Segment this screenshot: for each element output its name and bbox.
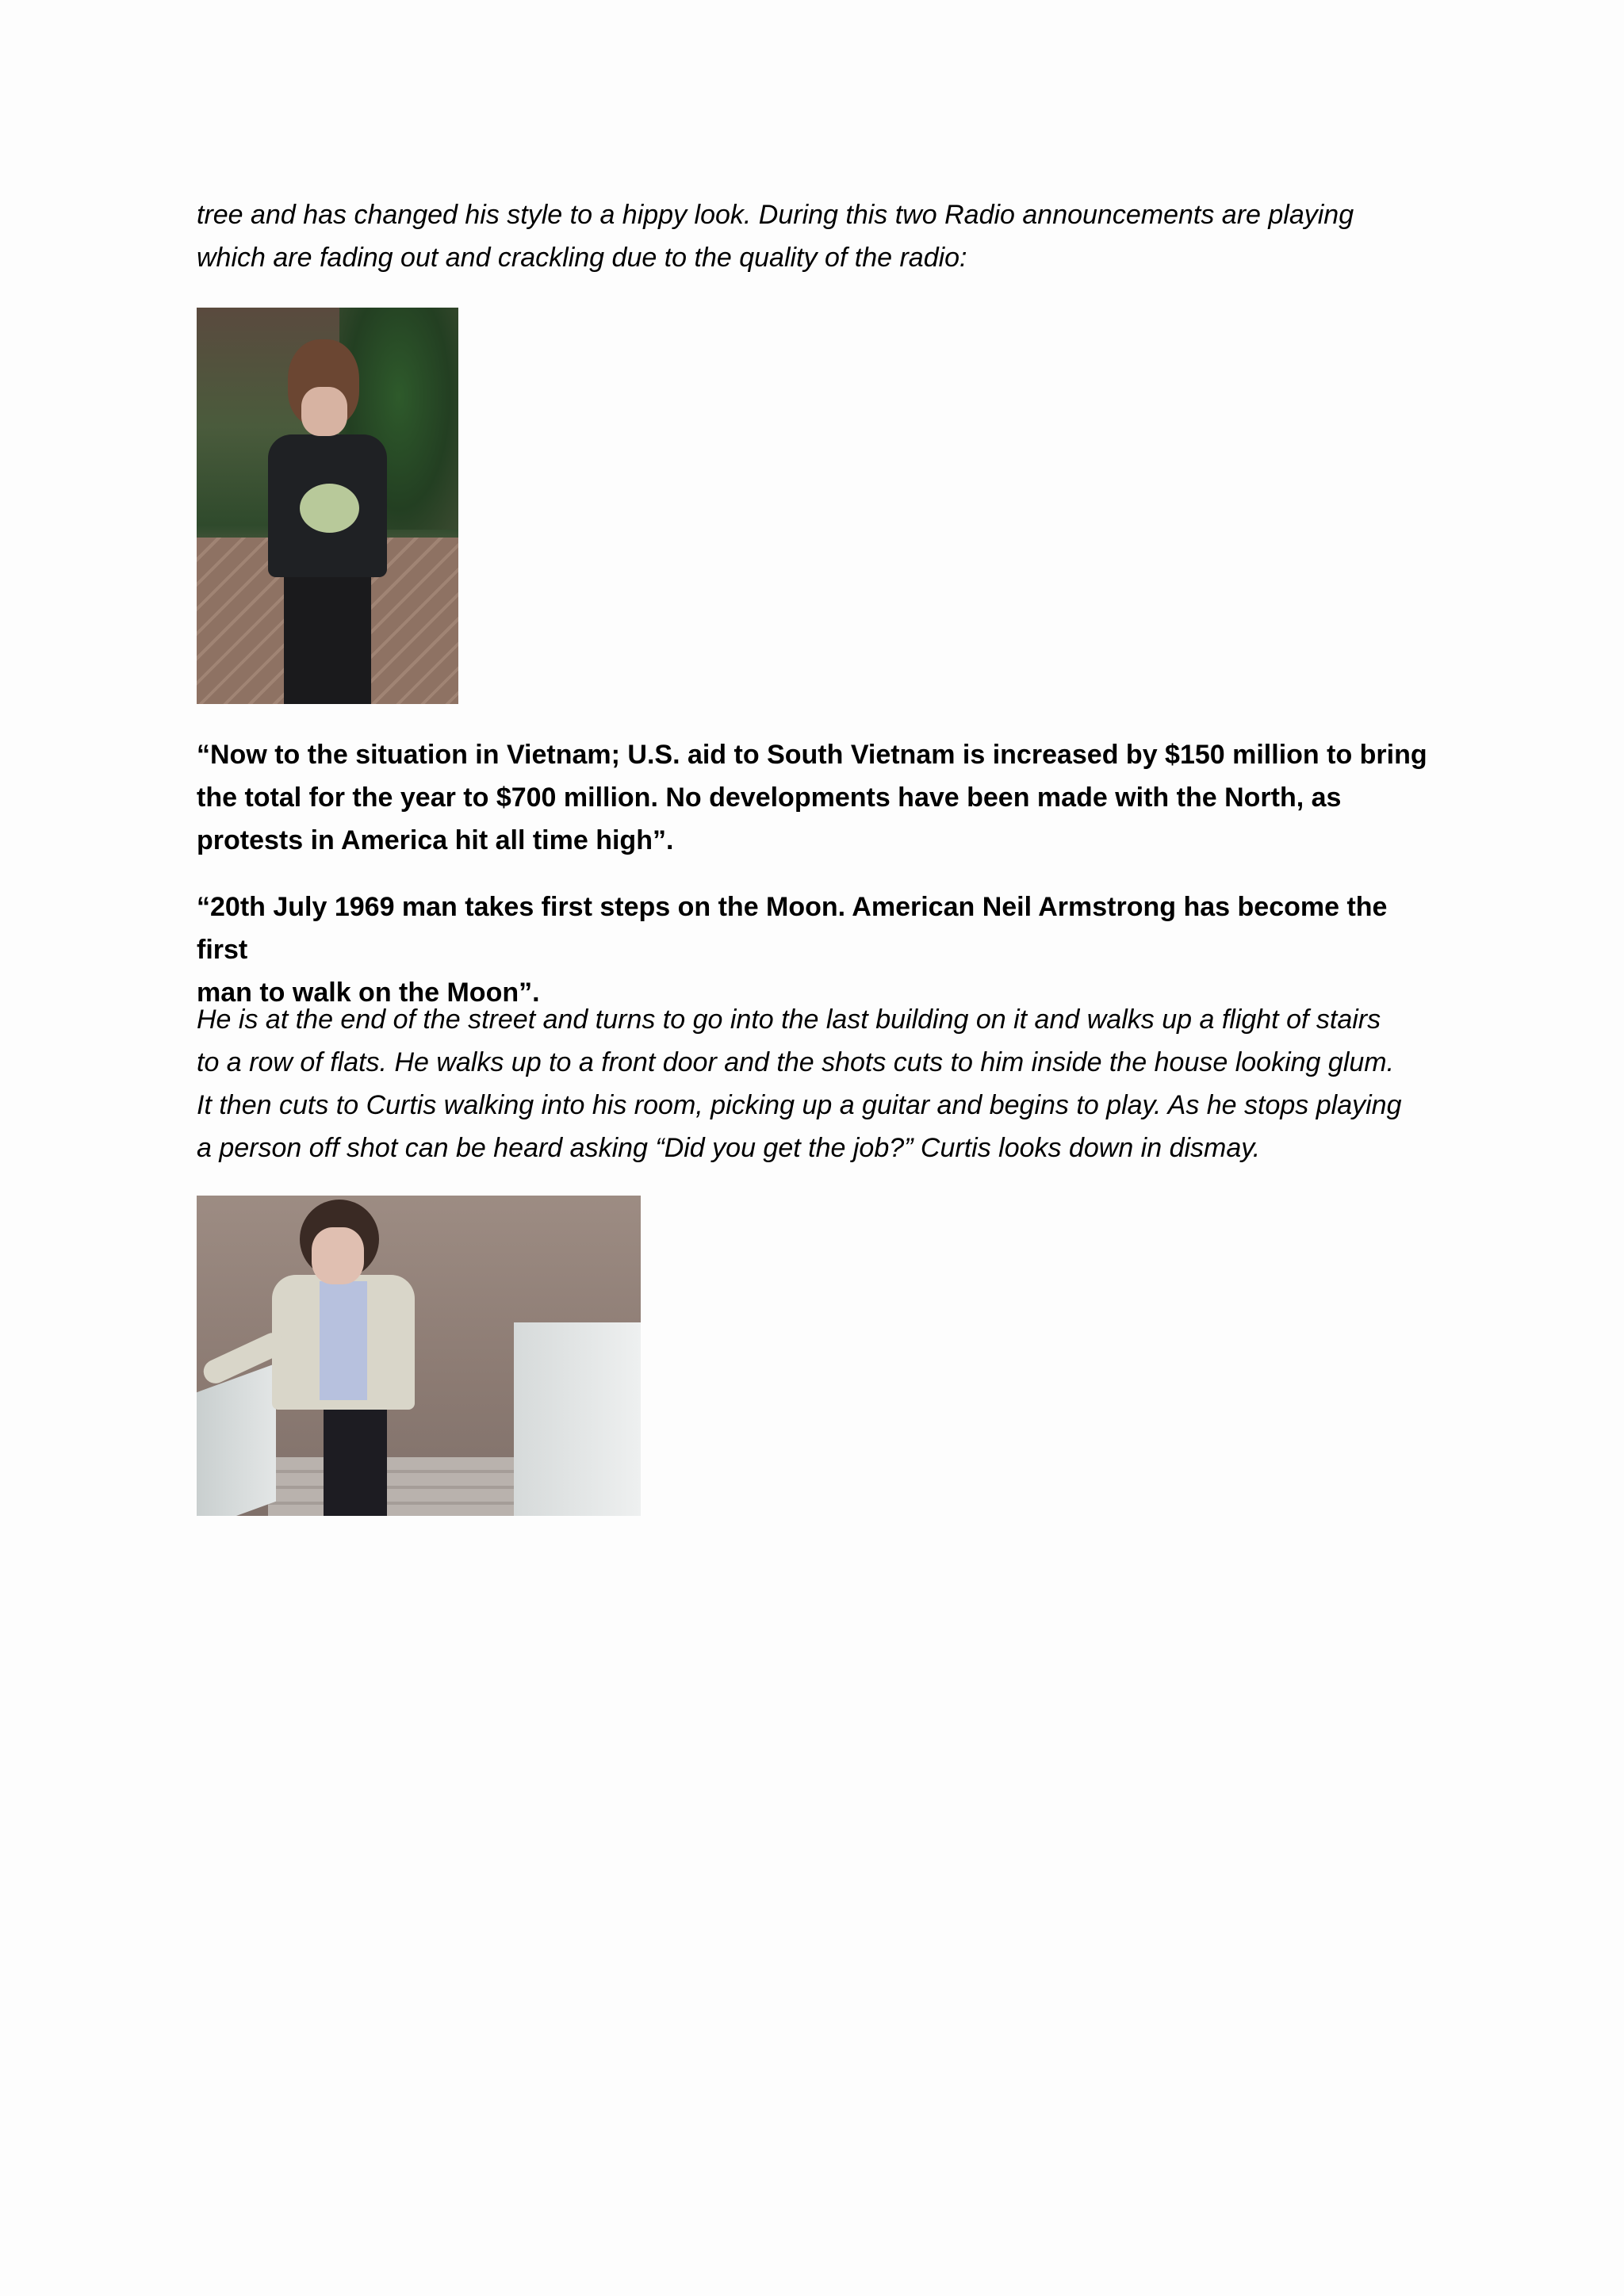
text-line: to a row of flats. He walks up to a front door and the shots cuts to him inside the house looking glum. bbox=[197, 1047, 1395, 1077]
boy-walking-up-stairs-photo bbox=[197, 1196, 641, 1516]
text-line: “Now to the situation in Vietnam; U.S. aid to South Vietnam is increased by $150 million to bring bbox=[197, 740, 1427, 770]
paragraph-scene-description bbox=[197, 998, 1434, 1169]
text-line: protests in America hit all time high”. bbox=[197, 825, 674, 855]
paragraph-moon-announcement bbox=[197, 886, 1434, 1014]
text-line: the total for the year to $700 million. No developments have been made with the North, as bbox=[197, 783, 1342, 813]
paragraph-vietnam-announcement bbox=[197, 733, 1434, 862]
text-line: which are fading out and crackling due to the quality of the radio: bbox=[197, 243, 967, 273]
text-line: man to walk on the Moon”. bbox=[197, 978, 540, 1008]
text-line: “20th July 1969 man takes first steps on the Moon. American Neil Armstrong has become the first bbox=[197, 892, 1388, 965]
boy-in-beatles-tshirt-photo bbox=[197, 308, 458, 704]
text-line: a person off shot can be heard asking “Did you get the job?” Curtis looks down in dismay. bbox=[197, 1133, 1261, 1163]
paragraph-radio-intro bbox=[197, 193, 1434, 279]
text-line: It then cuts to Curtis walking into his room, picking up a guitar and begins to play. As he stops playing bbox=[197, 1090, 1402, 1120]
text-line: tree and has changed his style to a hippy look. During this two Radio announcements are playing bbox=[197, 200, 1354, 230]
text-line: He is at the end of the street and turns to go into the last building on it and walks up a flight of stairs bbox=[197, 1004, 1381, 1035]
